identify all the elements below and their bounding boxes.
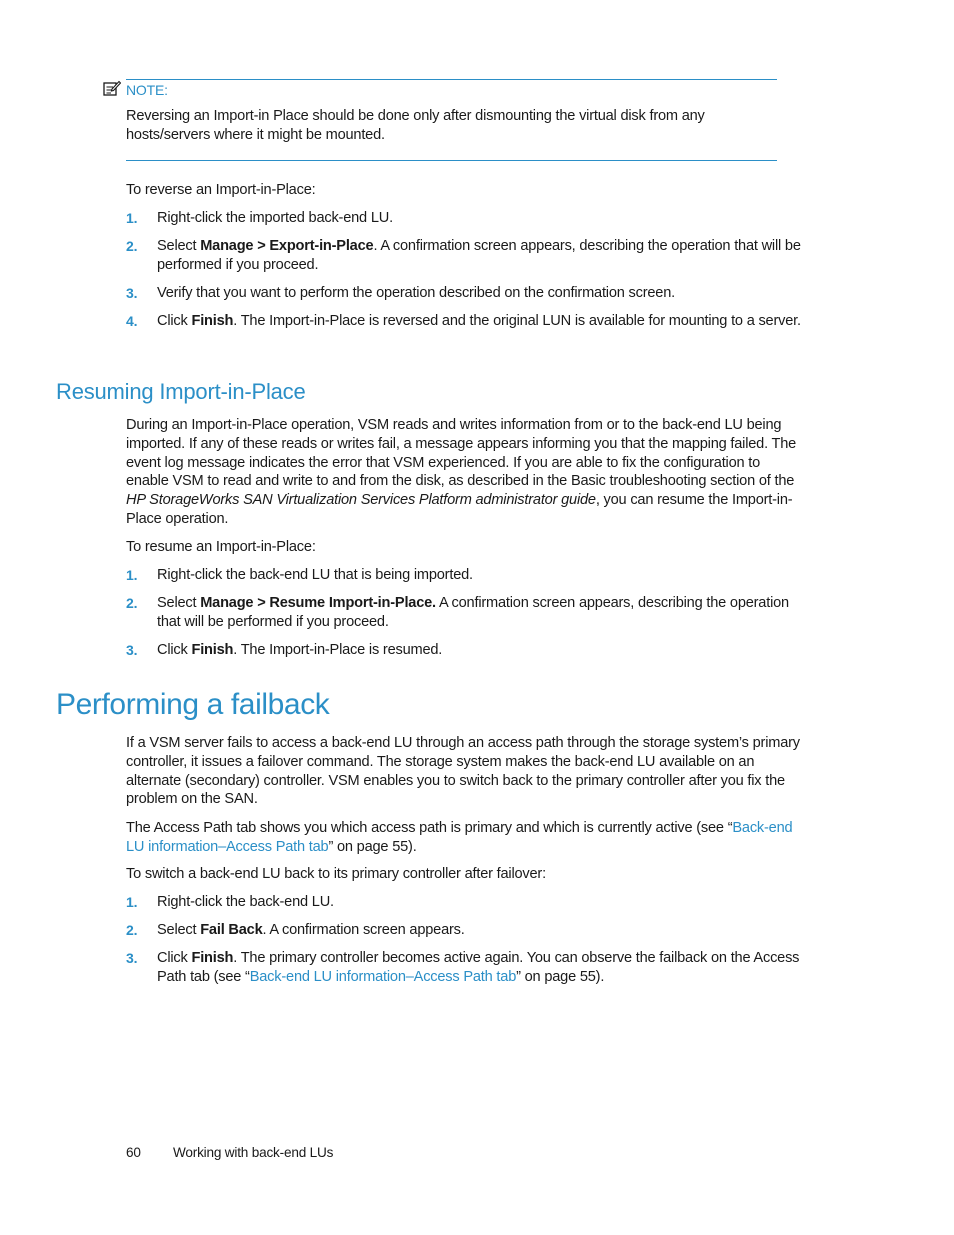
- reverse-intro: To reverse an Import-in-Place:: [126, 182, 316, 198]
- resuming-intro: To resume an Import-in-Place:: [126, 539, 316, 555]
- step-number: 2.: [126, 922, 138, 938]
- note-label: NOTE:: [126, 82, 168, 98]
- note-bottom-rule: [126, 160, 777, 161]
- step-number: 3.: [126, 950, 138, 966]
- step-number: 3.: [126, 285, 138, 301]
- step-number: 2.: [126, 595, 138, 611]
- resuming-paragraph: During an Import-in-Place operation, VSM reads and writes information from or to the back-end LU being imported. If any of these reads or writes fail, a message appears informing you that the mapping failed. The event log message indicates the error that VSM experienced. If you are able to fix the configuration to enable VSM to read and write to and from the disk, as described in the Basic troubleshooting section of the HP StorageWorks SAN Virtualization Services Platform administrator guide, you can resume the Import-in-Place operation.: [126, 417, 797, 527]
- note-icon: [103, 80, 121, 96]
- step-text: Click Finish. The primary controller becomes active again. You can observe the failback on the Access Path tab (see “Back-end LU information–Access Path tab” on page 55).: [157, 950, 800, 985]
- step-number: 4.: [126, 313, 138, 329]
- step-number: 1.: [126, 894, 138, 910]
- step-text: Click Finish. The Import-in-Place is resumed.: [157, 642, 443, 658]
- step-number: 2.: [126, 238, 138, 254]
- step-text: Click Finish. The Import-in-Place is reversed and the original LUN is available for mounting to a server.: [157, 313, 801, 329]
- step-text: Right-click the imported back-end LU.: [157, 210, 393, 226]
- access-path-tab-link[interactable]: Back-end LU information–Access Path tab: [249, 968, 517, 985]
- note-top-rule: [126, 79, 777, 80]
- section-heading-resuming: Resuming Import-in-Place: [56, 379, 306, 404]
- step-text: Verify that you want to perform the operation described on the confirmation screen.: [157, 285, 675, 301]
- step-number: 1.: [126, 567, 138, 583]
- step-number: 1.: [126, 210, 138, 226]
- failback-paragraph-1: If a VSM server fails to access a back-end LU through an access path through the storage system’s primary controller, it issues a failover command. The storage system makes the back-end LU available on an alternate (secondary) controller. VSM enables you to switch back to the primary controller after you fix the problem on the SAN.: [126, 735, 800, 808]
- step-number: 3.: [126, 642, 138, 658]
- failback-paragraph-2: The Access Path tab shows you which access path is primary and which is currently active (see “Back-end LU information–Access Path tab” on page 55).: [126, 820, 793, 855]
- page-number: 60: [126, 1145, 141, 1160]
- step-text: Right-click the back-end LU that is being imported.: [157, 567, 473, 583]
- chapter-heading-failback: Performing a failback: [56, 688, 330, 721]
- footer-section-title: Working with back-end LUs: [173, 1145, 334, 1160]
- step-text: Right-click the back-end LU.: [157, 894, 334, 910]
- step-text: Select Manage > Export-in-Place. A confirmation screen appears, describing the operation that will be performed if you proceed.: [157, 238, 801, 273]
- failback-intro: To switch a back-end LU back to its primary controller after failover:: [126, 866, 546, 882]
- access-path-tab-link[interactable]: Back-end LU information–Access Path tab: [126, 820, 793, 855]
- step-text: Select Manage > Resume Import-in-Place. A confirmation screen appears, describing the operation that will be performed if you proceed.: [157, 595, 789, 630]
- note-text: Reversing an Import-in Place should be done only after dismounting the virtual disk from any hosts/servers where it might be mounted.: [126, 108, 705, 143]
- step-text: Select Fail Back. A confirmation screen appears.: [157, 922, 465, 938]
